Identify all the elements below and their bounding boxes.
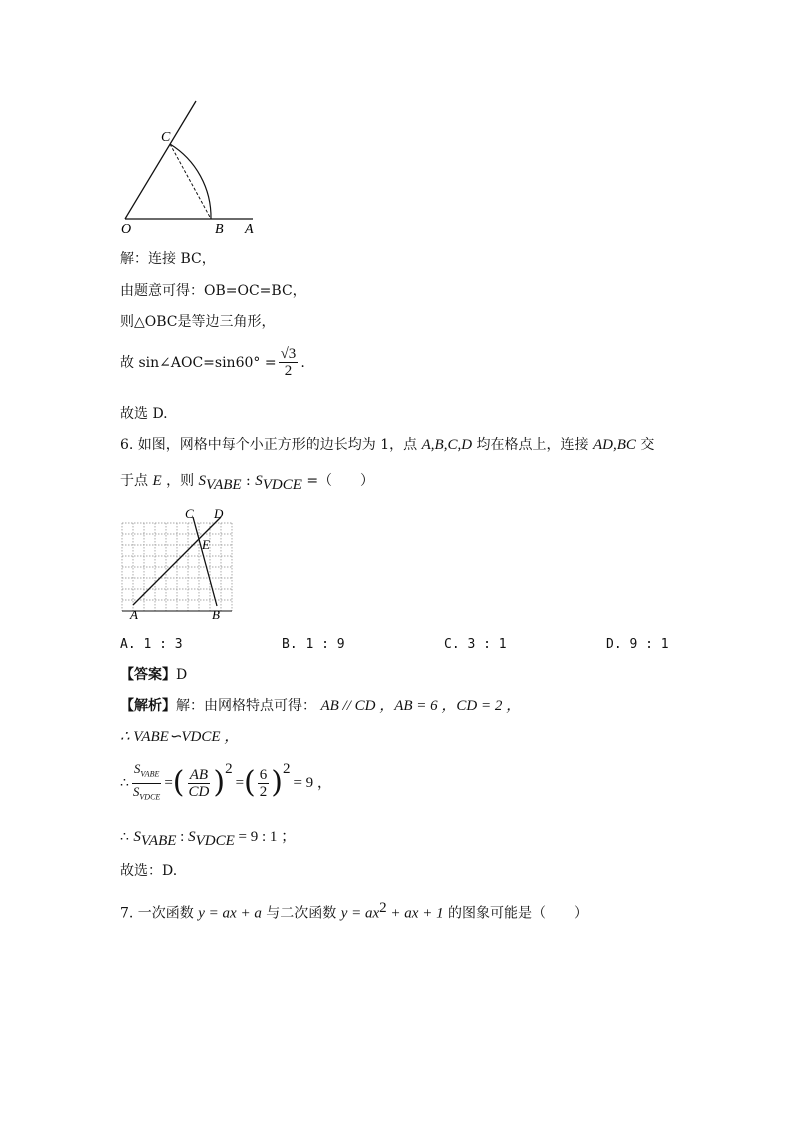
ratio-s1-sub: VABE: [140, 769, 160, 779]
final-s2: S: [188, 829, 196, 845]
q7-linear-function: y = ax + a: [198, 905, 262, 922]
square-2: 2: [282, 761, 291, 777]
option-a[interactable]: A. 1 : 3: [120, 637, 183, 652]
right-paren-2: ): [271, 765, 283, 800]
q7-text-c: 的图象可能是（ ）: [448, 905, 589, 922]
label-a: A: [130, 607, 138, 622]
equals-2: =: [235, 775, 245, 791]
q6-line2-b: ，则: [166, 473, 195, 489]
area-ratio-fraction: [131, 761, 162, 805]
q6-line2-a: 于点: [120, 473, 148, 489]
solution5-line3: 则△OBC是等边三角形，: [120, 314, 276, 330]
ray-oc: [125, 101, 196, 219]
therefore-symbol: ∴: [120, 775, 129, 791]
analysis-line5: 故选：D.: [120, 863, 178, 879]
frac-den: 2: [284, 363, 293, 379]
final-ratio: = 9 : 1 ；: [234, 829, 297, 845]
frac-ab: AB: [189, 766, 209, 783]
left-paren-1: (: [172, 765, 185, 800]
ratio-s1: S: [133, 760, 141, 776]
q7-square: 2: [379, 900, 387, 916]
q7-quadratic-function: y = ax: [340, 905, 380, 922]
analysis-label: 【解析】: [120, 698, 176, 714]
final-s1-sub: VABE: [140, 832, 177, 849]
ratio-s2-sub: VDCE: [139, 792, 161, 802]
q6-text-b: 均在格点上，连接: [476, 437, 589, 453]
q6-text-a: 6. 如图，网格中每个小正方形的边长均为 1，点: [120, 437, 418, 453]
sqrt3-over-2: [279, 346, 299, 379]
solution5-line4-prefix: 故 sin∠AOC=sin60° =: [120, 354, 277, 371]
label-c: C: [161, 130, 171, 145]
grid-lines: [122, 523, 232, 611]
q6-s2: S: [255, 473, 263, 489]
equals-1: =: [164, 775, 173, 791]
solution5-line4: [120, 346, 305, 379]
analysis-line4: [120, 828, 296, 850]
ab-over-cd: [187, 767, 212, 800]
label-a: A: [245, 222, 254, 237]
segment-cb-dashed: [170, 144, 211, 219]
analysis-line3: [120, 760, 332, 806]
answer-label: 【答案】: [120, 667, 176, 683]
q7-quadratic-rest: + ax + 1: [386, 905, 444, 922]
q6-s1-sub: VABE: [206, 476, 242, 493]
ratio-result: = 9 ，: [293, 775, 332, 791]
solution5-line4-suffix: .: [300, 354, 305, 371]
q6-points: A,B,C,D: [421, 437, 473, 453]
angle-figure: [115, 95, 265, 240]
q6-s2-sub: VDCE: [262, 476, 302, 493]
right-paren-1: ): [213, 765, 226, 800]
solution5-line2: 由题意可得：OB=OC=BC，: [120, 283, 307, 299]
question6-line1: [120, 436, 654, 454]
analysis-line1-b: AB // CD ，AB = 6 ，CD = 2 ，: [320, 698, 522, 714]
therefore-symbol-2: ∴: [120, 829, 129, 845]
label-c: C: [185, 506, 194, 521]
answer-value: D: [176, 667, 188, 683]
question6-line2: [120, 472, 374, 494]
final-s1: S: [133, 829, 141, 845]
q7-text-a: 7. 一次函数: [120, 905, 194, 922]
frac-cd: CD: [188, 783, 210, 800]
frac-num: √3: [280, 346, 297, 362]
question7: [120, 899, 588, 923]
q6-s1: S: [198, 473, 207, 489]
option-c[interactable]: C. 3 : 1: [444, 637, 507, 652]
option-d[interactable]: D. 9 : 1: [606, 637, 669, 652]
segment-cb: [193, 517, 217, 606]
q6-colon: :: [246, 473, 251, 489]
q7-text-b: 与二次函数: [266, 905, 337, 922]
label-e: E: [202, 537, 210, 552]
analysis-line1: [120, 697, 521, 715]
final-s2-sub: VDCE: [195, 832, 235, 849]
solution5-line1: 解：连接 BC，: [120, 251, 216, 267]
solution5-line5: 故选 D.: [120, 406, 168, 422]
analysis-line2: ∴ VABE∽VDCE ，: [120, 729, 240, 745]
q6-text-c: 交: [640, 437, 655, 453]
grid-figure: [115, 505, 240, 625]
left-paren-2: (: [244, 765, 256, 800]
analysis-line1-a: 解：由网格特点可得：: [176, 698, 316, 714]
ratio-s2: S: [132, 783, 140, 799]
option-b[interactable]: B. 1 : 9: [282, 637, 345, 652]
q6-line2-c: =（ ）: [306, 473, 375, 489]
final-colon: :: [176, 829, 189, 845]
square-1: 2: [225, 761, 233, 777]
q6-segments: AD,BC: [592, 437, 636, 453]
answer-line: [120, 666, 187, 684]
label-b: B: [215, 222, 224, 237]
label-o: O: [121, 222, 132, 237]
frac-two: 2: [259, 783, 268, 800]
label-b: B: [212, 607, 220, 622]
frac-six: 6: [259, 766, 268, 783]
label-d: D: [214, 506, 224, 521]
q6-point-e: E: [152, 473, 162, 489]
six-over-two: [258, 767, 270, 800]
